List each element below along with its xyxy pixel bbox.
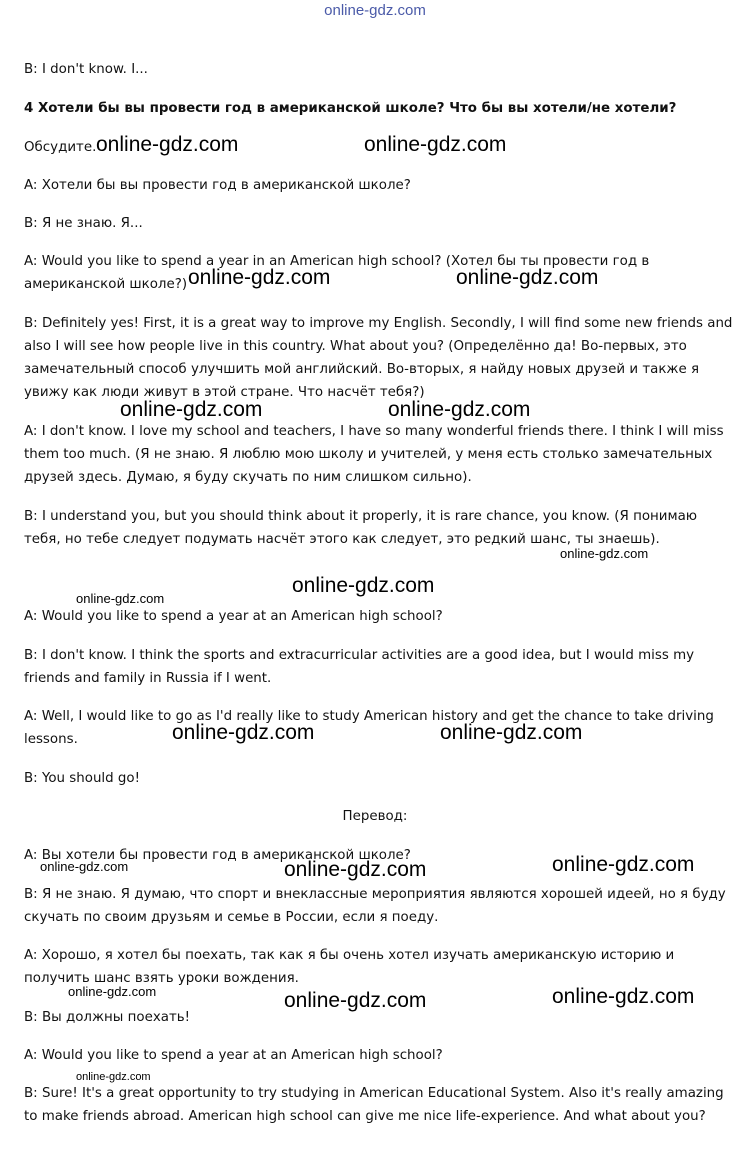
dialogue-line-b1: B: Я не знаю. Я... [24, 216, 143, 231]
watermark: online-gdz.com [364, 133, 507, 156]
paragraph-b-dont-know: B: I don't know. I... [24, 62, 148, 77]
watermark: online-gdz.com [172, 721, 315, 744]
dialogue3-line-b1: B: Sure! It's a great opportunity to try studying in American Educational System. Also it's really amazing to make friends abroad. American high school can give me nice life-experience. And what about you? [24, 1086, 724, 1124]
watermark: online-gdz.com [560, 546, 649, 561]
watermark: online-gdz.com [96, 133, 239, 156]
watermark: online-gdz.com [188, 266, 331, 289]
dialogue2-line-b1: B: I don't know. I think the sports and extracurricular activities are a good idea, but I would miss my friends and family in Russia if I went. [24, 648, 695, 686]
translation-line-a1: A: Вы хотели бы провести год в американской школе? [24, 848, 411, 863]
dialogue-line-a2: A: Would you like to spend a year in an American high school? (Хотел бы ты провести год в американской школе?) [24, 254, 650, 292]
watermark: online-gdz.com [292, 574, 435, 597]
watermark: online-gdz.com [68, 984, 157, 999]
watermark: online-gdz.com [76, 1071, 151, 1083]
watermark: online-gdz.com [284, 989, 427, 1012]
watermark: online-gdz.com [552, 985, 695, 1008]
discuss-label: Обсудите. [24, 140, 97, 155]
translation-heading: Перевод: [342, 809, 408, 824]
dialogue-line-a3: A: I don't know. I love my school and teachers, I have so many wonderful friends there. I think I will miss them too much. (Я не знаю. Я люблю мою школу и учителей, у меня есть столько замечательных друзей здесь. Думаю, я буду скучать по ним слишком сильно). [24, 424, 724, 485]
watermark: online-gdz.com [40, 859, 129, 874]
dialogue-line-b2: B: Definitely yes! First, it is a great way to improve my English. Secondly, I will find some new friends and also I will see how people live in this country. What about you? (Определённо да! Во-первых, это замечательный способ улучшить мой английский. Во-вторых, я найду новых друзей и также я увижу как люди живут в этой стране. Что насчёт тебя?) [24, 316, 733, 400]
watermark: online-gdz.com [552, 853, 695, 876]
dialogue2-line-a2: A: Well, I would like to go as I'd really like to study American history and get the chance to take driving lessons. [24, 709, 714, 747]
watermark: online-gdz.com [440, 721, 583, 744]
translation-line-a2: A: Хорошо, я хотел бы поехать, так как я бы очень хотел изучать американскую историю и получить шанс взять уроки вождения. [24, 948, 675, 986]
watermark: online-gdz.com [76, 591, 165, 606]
translation-line-b1: B: Я не знаю. Я думаю, что спорт и внеклассные мероприятия являются хорошей идеей, но я буду скучать по своим друзьям и семье в России, если я поеду. [24, 887, 726, 925]
watermark: online-gdz.com [284, 858, 427, 881]
watermark: online-gdz.com [388, 398, 531, 421]
watermark: online-gdz.com [120, 398, 263, 421]
dialogue-line-a1: A: Хотели бы вы провести год в американской школе? [24, 178, 411, 193]
header-watermark[interactable]: online-gdz.com [324, 2, 426, 19]
task-heading: 4 Хотели бы вы провести год в американской школе? Что бы вы хотели/не хотели? [24, 101, 677, 116]
dialogue3-line-a1: A: Would you like to spend a year at an American high school? [24, 1048, 443, 1063]
dialogue-line-b3: B: I understand you, but you should think about it properly, it is rare chance, you know. (Я понимаю тебя, но тебе следует подумать насчёт этого как следует, это редкий шанс, ты знаешь). [24, 509, 698, 547]
dialogue2-line-b2: B: You should go! [24, 771, 140, 786]
dialogue2-line-a1: A: Would you like to spend a year at an American high school? [24, 609, 443, 624]
translation-line-b2: B: Вы должны поехать! [24, 1010, 191, 1025]
watermark: online-gdz.com [456, 266, 599, 289]
